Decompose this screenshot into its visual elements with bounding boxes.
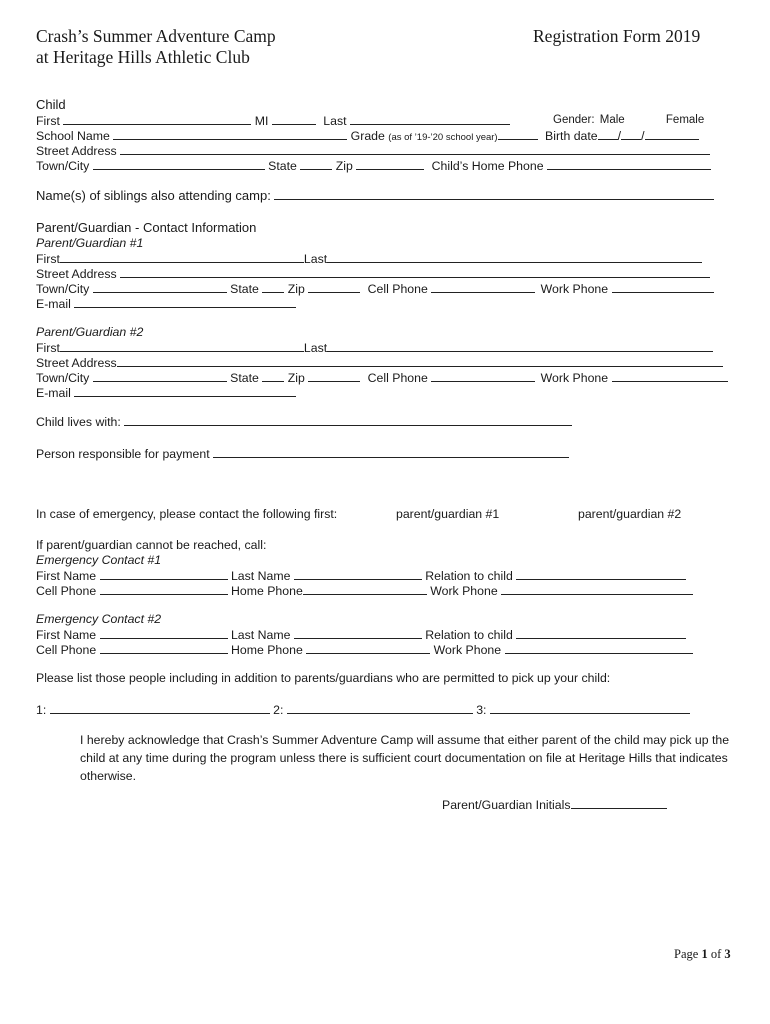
child-first-row <box>36 113 510 129</box>
child-mi-field[interactable] <box>272 113 316 125</box>
guardian1-state-label: State <box>230 282 259 296</box>
ec1-cell-label: Cell Phone <box>36 584 97 598</box>
ec2-home-label: Home Phone <box>231 643 303 657</box>
ec1-name-row <box>36 568 686 584</box>
birth-month-field[interactable] <box>598 128 618 140</box>
zip-label: Zip <box>335 159 353 173</box>
guardian2-last-label: Last <box>303 341 328 355</box>
guardian1-heading: Parent/Guardian #1 <box>36 236 144 250</box>
ec2-first-label: First Name <box>36 628 97 642</box>
home-phone-field[interactable] <box>547 158 711 170</box>
ec1-cell-field[interactable] <box>100 583 228 595</box>
school-name-label: School Name <box>36 129 110 143</box>
guardian2-zip-label: Zip <box>287 371 305 385</box>
ec2-home-field[interactable] <box>306 642 430 654</box>
guardian1-email-row <box>36 296 296 312</box>
ec2-relation-field[interactable] <box>516 627 686 639</box>
siblings-row <box>36 188 714 204</box>
payment-label: Person responsible for payment <box>36 447 210 461</box>
pickup-1-label: 1: <box>36 703 47 717</box>
initials-row <box>442 797 667 813</box>
ec2-relation-label: Relation to child <box>425 628 513 642</box>
guardian2-cell-field[interactable] <box>431 370 535 382</box>
street-address-label: Street Address <box>36 144 117 158</box>
town-city-label: Town/City <box>36 159 90 173</box>
guardian1-first-label: First <box>36 252 60 266</box>
guardian2-street-label: Street Address <box>36 356 117 370</box>
guardian2-town-label: Town/City <box>36 371 90 385</box>
grade-label: Grade <box>350 129 385 143</box>
ec1-relation-field[interactable] <box>516 568 686 580</box>
ec2-cell-label: Cell Phone <box>36 643 97 657</box>
acknowledgement-text: I hereby acknowledge that Crash’s Summer Adventure Camp will assume that either parent of the child may pick up the child at any time during the program unless there is sufficient court documentation on file at Heritage Hills that indicates otherwise. <box>80 733 730 783</box>
pickup-row <box>36 702 690 718</box>
pickup-label: Please list those people including in addition to parents/guardians who are permitted to pick up your child: <box>36 671 611 685</box>
guardian2-last-field[interactable] <box>327 340 713 352</box>
gender-options <box>553 113 704 128</box>
guardian1-zip-field[interactable] <box>308 281 360 293</box>
guardian2-email-row <box>36 385 296 401</box>
guardian2-state-label: State <box>230 371 259 385</box>
zip-field[interactable] <box>356 158 424 170</box>
payment-row <box>36 446 569 462</box>
guardian1-cell-field[interactable] <box>431 281 535 293</box>
page-of: of <box>710 947 722 961</box>
child-first-label: First <box>36 114 60 128</box>
ec1-first-field[interactable] <box>100 568 228 580</box>
emergency-option-guardian1[interactable]: parent/guardian #1 <box>396 507 500 521</box>
guardian2-work-label: Work Phone <box>540 371 609 385</box>
guardian2-street-field[interactable] <box>117 355 723 367</box>
emergency-option-guardian2[interactable]: parent/guardian #2 <box>578 507 682 521</box>
pickup-3-field[interactable] <box>490 702 690 714</box>
ec2-phone-row <box>36 642 693 658</box>
page-number <box>674 947 731 962</box>
page-total: 3 <box>724 947 731 961</box>
guardian1-name-row <box>36 251 702 267</box>
gender-label: Gender: <box>553 114 595 126</box>
guardian1-email-field[interactable] <box>74 296 296 308</box>
ec2-last-field[interactable] <box>294 627 422 639</box>
guardian1-work-field[interactable] <box>612 281 714 293</box>
initials-label: Parent/Guardian Initials <box>442 798 571 812</box>
school-name-field[interactable] <box>113 128 347 140</box>
guardian1-work-label: Work Phone <box>540 282 609 296</box>
siblings-label: Name(s) of siblings also attending camp: <box>36 188 271 203</box>
ec2-work-field[interactable] <box>505 642 693 654</box>
page-word: Page <box>674 947 699 961</box>
ec2-last-label: Last Name <box>230 628 291 642</box>
street-address-field[interactable] <box>120 143 710 155</box>
grade-field[interactable] <box>498 128 538 140</box>
home-phone-label: Child’s Home Phone <box>431 159 544 173</box>
ec2-work-label: Work Phone <box>433 643 502 657</box>
ec1-last-label: Last Name <box>230 569 291 583</box>
guardian1-cell-label: Cell Phone <box>367 282 428 296</box>
ec1-last-field[interactable] <box>294 568 422 580</box>
guardian1-first-field[interactable] <box>60 251 304 263</box>
initials-field[interactable] <box>571 797 667 809</box>
ec1-work-label: Work Phone <box>430 584 498 598</box>
state-field[interactable] <box>300 158 332 170</box>
guardian2-email-field[interactable] <box>74 385 296 397</box>
guardian1-zip-label: Zip <box>287 282 305 296</box>
ec2-cell-field[interactable] <box>100 642 228 654</box>
child-street-row <box>36 143 710 159</box>
grade-note: (as of ’19-’20 school year) <box>388 132 498 143</box>
guardian1-street-label: Street Address <box>36 267 117 281</box>
guardian2-email-label: E-mail <box>36 386 71 400</box>
birth-year-field[interactable] <box>645 128 699 140</box>
child-heading: Child <box>36 97 66 112</box>
siblings-field[interactable] <box>274 188 714 200</box>
guardian1-town-label: Town/City <box>36 282 90 296</box>
pickup-3-label: 3: <box>476 703 487 717</box>
ec1-first-label: First Name <box>36 569 97 583</box>
emergency-first-label: In case of emergency, please contact the following first: <box>36 507 338 521</box>
lives-with-label: Child lives with: <box>36 415 121 429</box>
ec1-home-field[interactable] <box>303 583 427 595</box>
guardian2-name-row <box>36 340 713 356</box>
guardian2-cell-label: Cell Phone <box>367 371 428 385</box>
guardian1-town-row <box>36 281 714 297</box>
child-last-label: Last <box>323 114 347 128</box>
form-title: Registration Form 2019 <box>533 26 701 46</box>
child-town-row <box>36 158 711 174</box>
child-first-field[interactable] <box>63 113 251 125</box>
camp-title-line2: at Heritage Hills Athletic Club <box>36 47 250 67</box>
pickup-2-field[interactable] <box>287 702 473 714</box>
lives-with-row <box>36 414 572 430</box>
guardian2-work-field[interactable] <box>612 370 728 382</box>
ec2-name-row <box>36 627 686 643</box>
guardian1-street-row <box>36 266 710 282</box>
child-mi-label: MI <box>254 114 269 128</box>
state-label: State <box>268 159 297 173</box>
ec1-home-label: Home Phone <box>231 584 303 598</box>
pickup-2-label: 2: <box>273 703 284 717</box>
not-reached-label: If parent/guardian cannot be reached, call: <box>36 538 267 552</box>
birth-date-label: Birth date <box>545 129 598 143</box>
guardian2-zip-field[interactable] <box>308 370 360 382</box>
guardian1-town-field[interactable] <box>93 281 227 293</box>
birth-day-field[interactable] <box>621 128 641 140</box>
page-current: 1 <box>701 947 708 961</box>
payment-field[interactable] <box>213 446 569 458</box>
gender-female[interactable]: Female <box>665 114 705 126</box>
guardian2-state-field[interactable] <box>262 370 284 382</box>
ec2-first-field[interactable] <box>100 627 228 639</box>
guardian2-first-field[interactable] <box>60 340 304 352</box>
guardian2-town-row <box>36 370 728 386</box>
emergency-contact1-heading: Emergency Contact #1 <box>36 553 162 567</box>
ec1-phone-row <box>36 583 693 599</box>
ec1-relation-label: Relation to child <box>425 569 513 583</box>
gender-male[interactable]: Male <box>599 114 625 126</box>
guardian1-street-field[interactable] <box>120 266 710 278</box>
emergency-contact2-heading: Emergency Contact #2 <box>36 612 162 626</box>
guardian1-last-field[interactable] <box>327 251 702 263</box>
child-school-row: School Name Grade (as of ’19-’20 school year) Birth date / / <box>36 128 699 145</box>
guardian2-street-row <box>36 355 723 371</box>
child-last-field[interactable] <box>350 113 510 125</box>
guardian2-heading: Parent/Guardian #2 <box>36 325 144 339</box>
parent-heading: Parent/Guardian - Contact Information <box>36 220 257 235</box>
guardian1-state-field[interactable] <box>262 281 284 293</box>
camp-title-line1: Crash’s Summer Adventure Camp <box>36 26 276 46</box>
guardian2-first-label: First <box>36 341 60 355</box>
guardian1-email-label: E-mail <box>36 297 71 311</box>
pickup-1-field[interactable] <box>50 702 270 714</box>
lives-with-field[interactable] <box>124 414 572 426</box>
guardian1-last-label: Last <box>303 252 328 266</box>
ec1-work-field[interactable] <box>501 583 693 595</box>
guardian2-town-field[interactable] <box>93 370 227 382</box>
town-city-field[interactable] <box>93 158 265 170</box>
